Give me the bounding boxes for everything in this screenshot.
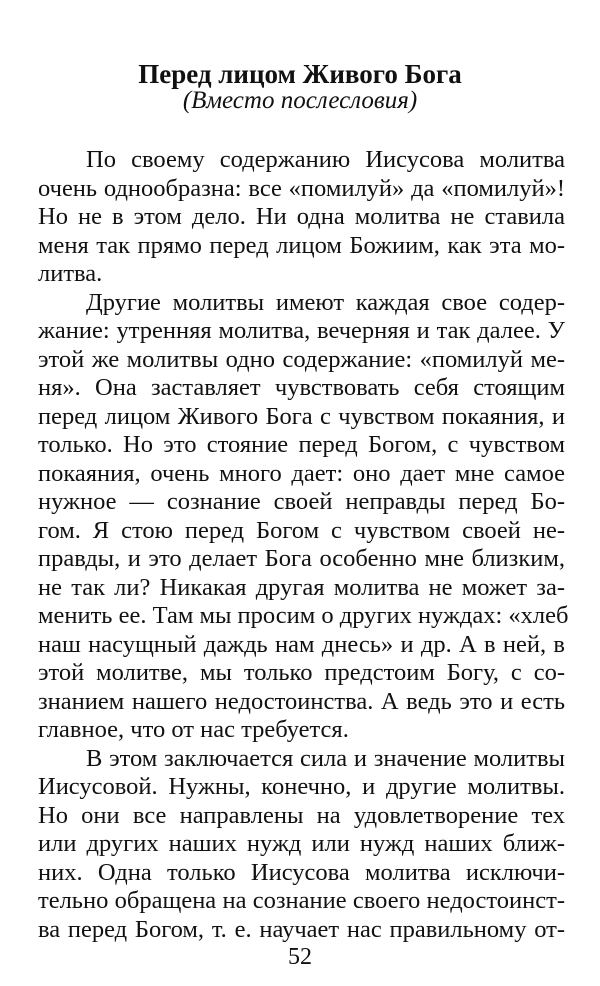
text-line: этой молитве, мы только предстоим Богу, с со- <box>38 659 565 686</box>
text-line: тельно обращена на сознание своего недостоинст- <box>38 887 565 914</box>
chapter-subtitle: (Вместо послесловия) <box>182 87 418 114</box>
text-line: литва. <box>38 260 103 287</box>
text-line: менить ее. Там мы просим о других нуждах: «хлеб <box>38 602 569 629</box>
page-number: 52 <box>288 944 312 970</box>
text-line: наш насущный даждь нам днесь» и др. А в ней, в <box>38 630 565 658</box>
text-line: покаяния, очень много дает: оно дает мне самое <box>38 459 565 487</box>
text-line: или других наших нужд или нужд наших ближ- <box>38 830 565 857</box>
text-line: только. Но это стояние перед Богом, с чувством <box>38 431 565 458</box>
text-line: меня так прямо перед лицом Божиим, как эта мо- <box>38 231 565 259</box>
text-line: знанием нашего недостоинства. А ведь это и есть <box>38 687 565 715</box>
text-line: Но они все направлены на удовлетворение тех <box>38 801 565 829</box>
text-line: В этом заключается сила и значение молитвы <box>86 744 565 772</box>
text-line: гом. Я стою перед Богом с чувством своей не- <box>38 516 565 544</box>
text-line: не так ли? Никакая другая молитва не может за- <box>38 573 565 601</box>
text-line: Но не в этом дело. Ни одна молитва не ставила <box>38 203 565 230</box>
text-line: нужное — сознание своей неправды перед Бо- <box>38 488 565 515</box>
text-line: очень однообразна: все «помилуй» да «помилуй»! <box>38 174 565 202</box>
text-line: главное, что от нас требуется. <box>38 716 349 743</box>
text-line: По своему содержанию Иисусова молитва <box>86 146 565 173</box>
text-line: ня». Она заставляет чувствовать себя стоящим <box>38 374 565 401</box>
text-line: перед лицом Живого Бога с чувством покаяния, и <box>38 402 565 430</box>
text-line: этой же молитвы одно содержание: «помилуй ме- <box>38 345 565 373</box>
text-line: ва перед Богом, т. е. научает нас правильному от- <box>38 915 565 943</box>
text-line: жание: утренняя молитва, вечерняя и так далее. У <box>38 317 565 344</box>
text-line: Иисусовой. Нужны, конечно, и другие молитвы. <box>38 773 565 800</box>
text-line: них. Одна только Иисусова молитва исключи- <box>38 858 565 886</box>
text-line: Другие молитвы имеют каждая свое содер- <box>86 288 565 316</box>
chapter-title: Перед лицом Живого Бога <box>138 59 462 89</box>
text-line: правды, и это делает Бога особенно мне близким, <box>38 545 565 572</box>
body-text <box>38 146 569 944</box>
